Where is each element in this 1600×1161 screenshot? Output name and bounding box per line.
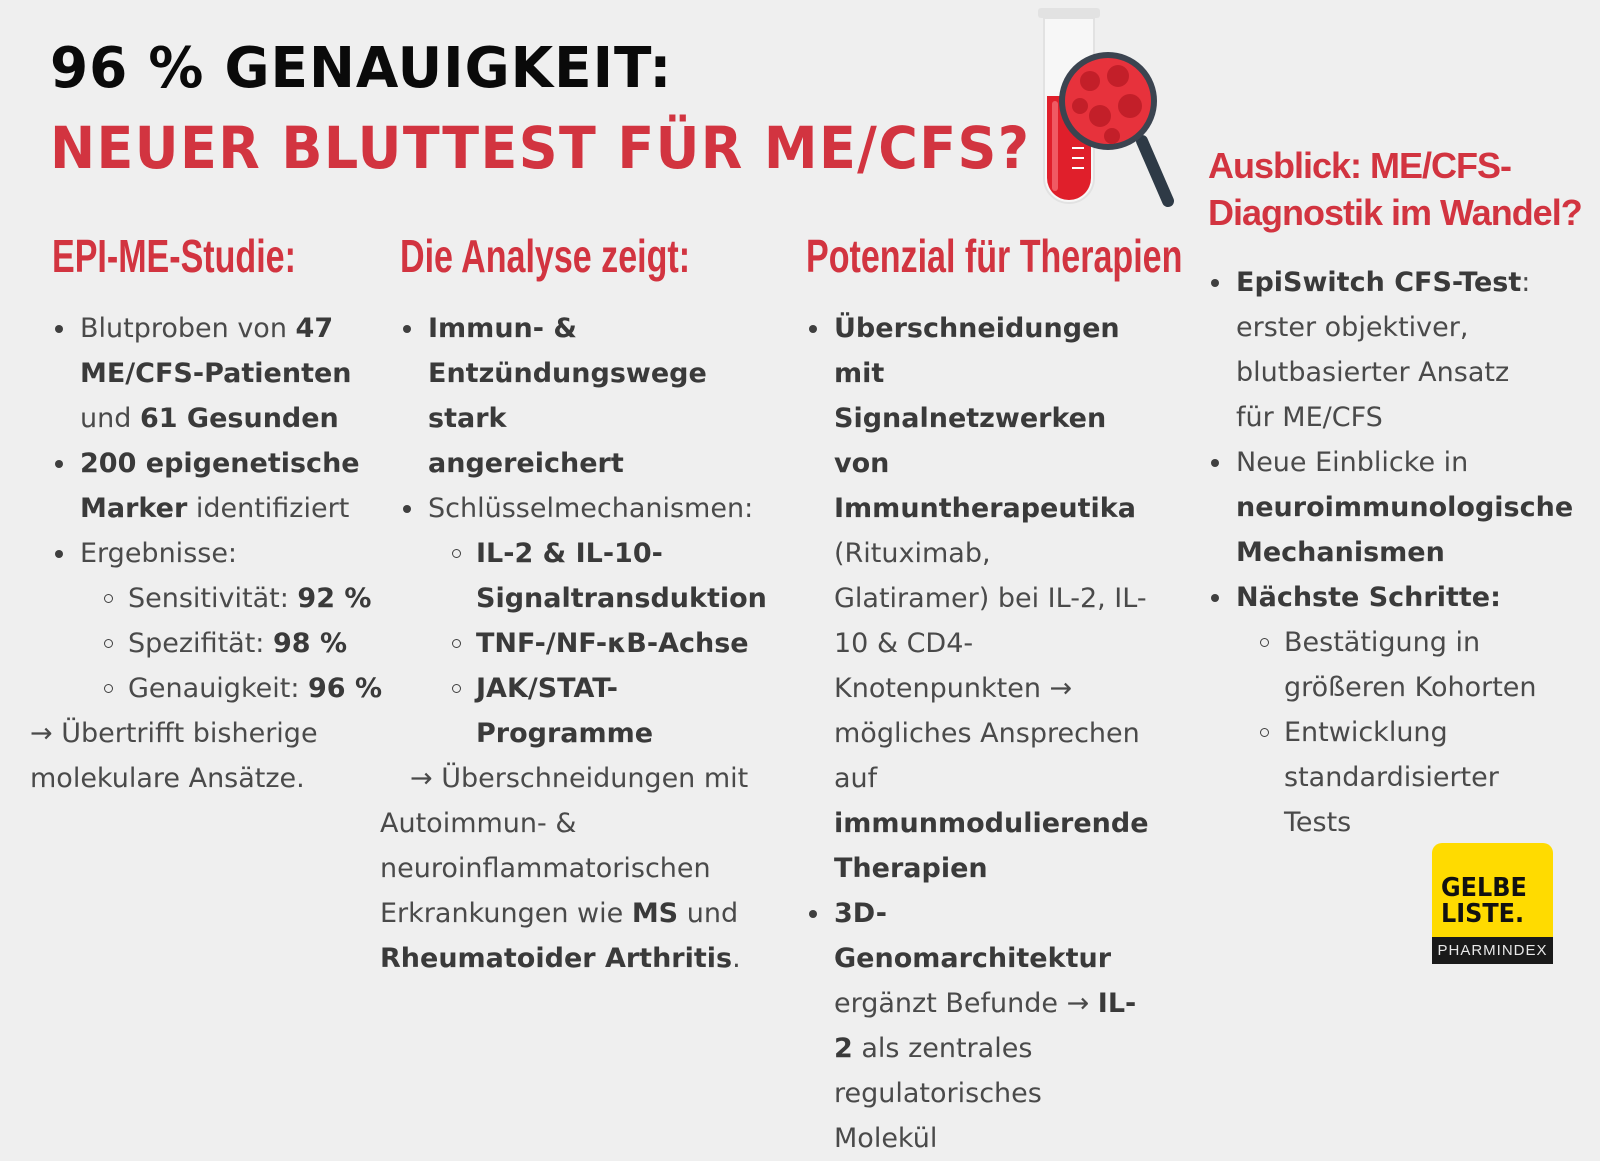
text: : erster objektiver, blutbasierter Ansatz für ME/CFS [1236, 267, 1531, 433]
text: Bestätigung in größeren Kohorten [1284, 627, 1537, 703]
text: identifiziert [187, 493, 350, 524]
text: Schlüsselmechanismen: [428, 493, 754, 524]
bold-text: Immun- & Entzündungswege stark angereichert [428, 313, 707, 479]
text: Genauigkeit: [128, 673, 308, 704]
title-line-1: 96 % GENAUIGKEIT: [50, 36, 673, 101]
text: und [80, 403, 140, 434]
text: als zentrales regulatorisches Molekül [834, 1033, 1042, 1154]
column-heading: Potenzial für Therapien [806, 230, 1183, 282]
list-item [400, 306, 710, 486]
text: Ergebnisse: [80, 538, 238, 569]
column-heading: EPI-ME-Studie: [52, 230, 296, 282]
sub-list-item [428, 621, 760, 666]
column-therapien [806, 232, 1186, 1161]
text: Entwicklung standardisierter Tests [1284, 717, 1499, 838]
bold-text: JAK/STAT-Programme [476, 673, 654, 749]
sub-list-item [80, 666, 392, 711]
bold-text: 47 ME/CFS-Patienten [80, 313, 352, 389]
text: ergänzt Befunde → [834, 988, 1098, 1019]
list-item [1208, 440, 1574, 575]
bold-text: MS [631, 898, 679, 929]
logo-line-1: GELBE [1441, 873, 1527, 903]
sub-list-item [80, 576, 392, 621]
text: Neue Einblicke in [1236, 447, 1469, 478]
bullet-list [400, 306, 767, 756]
conclusion-note [380, 756, 760, 981]
text: Spezifität: [128, 628, 273, 659]
bold-text: IL-2 & IL-10-Signaltransduktion [476, 538, 767, 614]
logo-pharmindex: PHARMINDEX [1432, 937, 1553, 964]
bold-text: EpiSwitch CFS-Test [1236, 267, 1522, 298]
bold-text: 61 Gesunden [139, 403, 339, 434]
text: (Rituximab, Glatiramer) bei IL-2, IL-10 & CD4-Knotenpunkten → mögliches Ansprechen auf [834, 538, 1147, 794]
bold-text: Nächste Schritte: [1236, 582, 1501, 613]
bold-text: TNF-/NF-κB-Achse [476, 628, 749, 659]
sub-list [80, 576, 392, 711]
column-analyse [380, 230, 767, 981]
bold-text: IL-2 [834, 988, 1137, 1064]
logo-line-2: LISTE. [1441, 899, 1525, 929]
list-item [400, 486, 767, 756]
gelbe-liste-logo [1432, 843, 1553, 964]
list-item [52, 441, 392, 531]
sub-list-item [80, 621, 392, 666]
text: → Überschneidungen mit Autoimmun- & neuroinflammatorischen Erkrankungen wie [380, 763, 749, 929]
sub-list-item [1236, 620, 1553, 710]
conclusion-note: → Übertrifft bisherige molekulare Ansätze. [30, 718, 318, 794]
bold-text: 3D-Genomarchitektur [834, 898, 1112, 974]
bold-text: Überschneidungen mit Signalnetzwerken von Immuntherapeutika [834, 313, 1136, 524]
list-item [806, 306, 1151, 891]
list-item [1208, 575, 1553, 845]
bold-text: 98 % [272, 628, 347, 659]
column-heading: Ausblick: ME/CFS-Diagnostik im Wandel? [1208, 145, 1582, 233]
text: Blutproben von [80, 313, 296, 344]
column-ausblick [1208, 142, 1598, 845]
bullet-list [806, 306, 1151, 1161]
column-heading: Die Analyse zeigt: [400, 230, 691, 282]
bold-text: neuroimmunologische Mechanismen [1236, 492, 1574, 568]
sub-list [428, 531, 767, 756]
bold-text: 200 epigenetische Marker [80, 448, 360, 524]
sub-list-item [428, 666, 688, 756]
bold-text: immunmodulierende Therapien [834, 808, 1149, 884]
list-item [52, 531, 392, 711]
column-epi-me-studie [30, 230, 392, 801]
text: und [678, 898, 739, 929]
sub-list [1236, 620, 1553, 845]
list-item [52, 306, 392, 441]
text: Sensitivität: [128, 583, 298, 614]
title-line-2: NEUER BLUTTEST FÜR ME/CFS? [50, 114, 1031, 182]
bold-text: 92 % [297, 583, 372, 614]
blood-test-tube-magnifier-icon [1050, 6, 1210, 216]
bullet-list [52, 306, 392, 711]
sub-list-item [428, 531, 767, 621]
list-item [1208, 260, 1553, 440]
list-item [806, 891, 1151, 1161]
bullet-list [1208, 260, 1574, 845]
sub-list-item [1236, 710, 1499, 845]
bold-text: Rheumatoider Arthritis [380, 943, 733, 974]
text: . [732, 943, 741, 974]
bold-text: 96 % [308, 673, 383, 704]
